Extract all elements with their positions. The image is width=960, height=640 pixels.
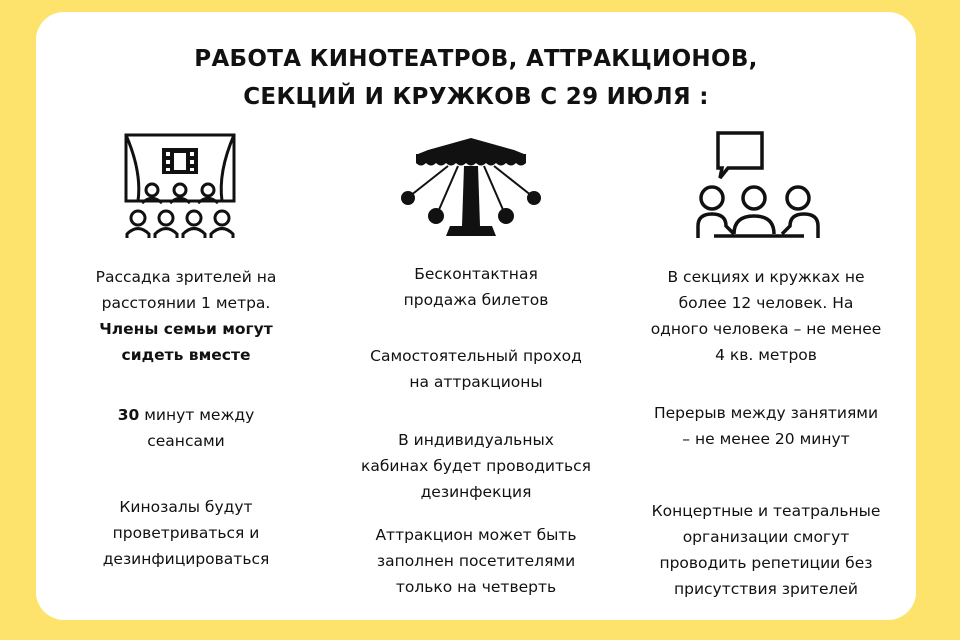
text-block: Самостоятельный проход на аттракционы bbox=[370, 347, 582, 391]
cinema-icon bbox=[124, 132, 246, 240]
page-title bbox=[36, 40, 916, 116]
info-card bbox=[36, 12, 916, 620]
text-block: В секциях и кружках не более 12 человек. На одного человека – не менее 4 кв. метров bbox=[650, 268, 882, 364]
text-block: Кинозалы будут проветриваться и дезинфицироваться bbox=[102, 498, 270, 568]
text-block: Бесконтактная продажа билетов bbox=[403, 265, 549, 309]
text-block: 30 минут между сеансами bbox=[117, 406, 255, 450]
text-block: Концертные и театральные организации смогут проводить репетиции без присутствия зрителей bbox=[651, 502, 881, 598]
title-line-2: СЕКЦИЙ И КРУЖКОВ С 29 ИЮЛЯ : bbox=[243, 84, 709, 110]
carousel-icon bbox=[398, 138, 544, 238]
title-line-1: РАБОТА КИНОТЕАТРОВ, АТТРАКЦИОНОВ, bbox=[194, 46, 758, 72]
text-block: Аттракцион может быть заполнен посетителями только на четверть bbox=[375, 526, 577, 596]
text-block: Перерыв между занятиями – не менее 20 минут bbox=[653, 404, 879, 448]
text-block: В индивидуальных кабинах будет проводиться дезинфекция bbox=[360, 431, 592, 501]
text-block: Рассадка зрителей на расстоянии 1 метра. Члены семьи могут сидеть вместе bbox=[95, 268, 277, 364]
group-meeting-icon bbox=[694, 130, 824, 240]
